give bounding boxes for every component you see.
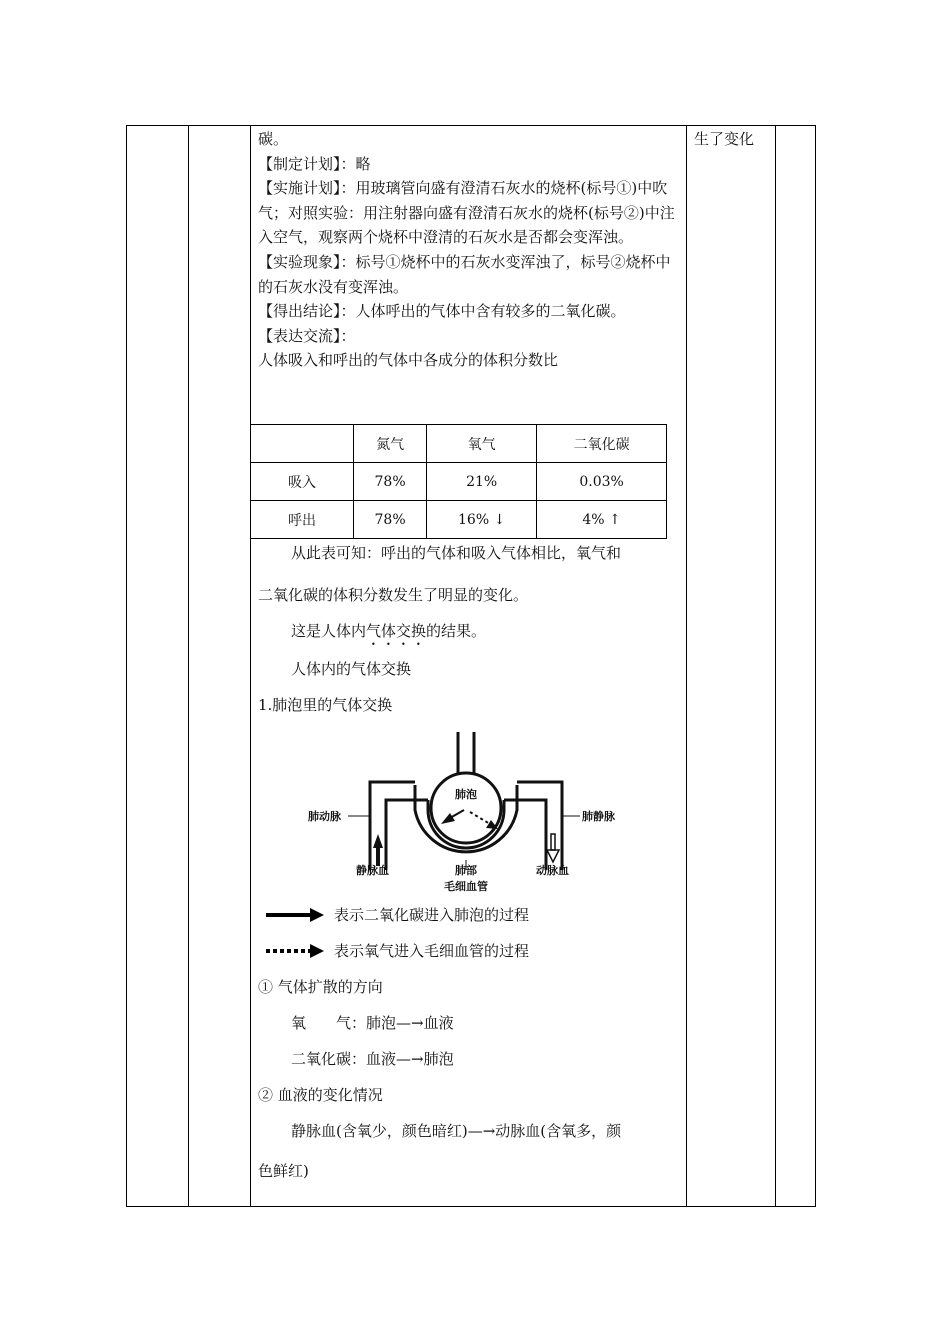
legend-dotted-text: 表示氧气进入毛细血管的过程 [334,942,530,960]
column-divider [686,126,687,1206]
conclusion-line-2: 二氧化碳的体积分数发生了明显的变化。 [258,586,529,604]
table-cell: 16% ↓ [427,501,537,539]
blood-change-title: ② 血液的变化情况 [258,1086,383,1104]
table-header: 氮气 [354,425,427,463]
venous-flow-arrow [373,834,383,848]
line-expression: 【表达交流】： [258,326,356,345]
table-header: 氧气 [427,425,537,463]
column-divider [250,126,251,1206]
oxygen-arrow [470,812,490,824]
blood-change-line-2: 色鲜红) [258,1162,309,1180]
result-line [291,620,486,649]
column-divider [775,126,776,1206]
line-phenomenon: 【实验现象】：标号①烧杯中的石灰水变浑浊了，标号②烧杯中的石灰水没有变浑浊。 [258,252,671,296]
main-content [258,127,678,373]
legend-solid [264,904,529,925]
line-implementation: 【实施计划】：用玻璃管向盛有澄清石灰水的烧杯(标号①)中吹气；对照实验：用注射器向盛有澄清石灰水的烧杯(标号②)中注入空气，观察两个烧杯中澄清的石灰水是否都会变浑浊。 [258,179,675,247]
table-cell: 吸入 [251,463,354,501]
table-row [251,501,667,539]
result-emphasis: 气体交换 [366,622,427,640]
dotted-arrow-icon [264,943,326,959]
line-carbon: 碳。 [258,130,289,148]
alveolus-gas-exchange-diagram [300,730,630,900]
label-venous-blood: 静脉血 [356,864,389,877]
gas-composition-table [250,424,667,539]
column-divider [188,126,189,1206]
label-capillary-2: 毛细血管 [444,880,488,893]
table-row [251,463,667,501]
table-row [251,425,667,463]
arterial-flow-arrow [551,834,555,850]
line-plan: 【制定计划】：略 [258,154,371,173]
label-pulmonary-artery: 肺动脉 [308,810,341,823]
table-caption: 人体吸入和呼出的气体中各成分的体积分数比 [258,351,559,370]
diffusion-title: ① 气体扩散的方向 [258,978,383,996]
line-conclusion: 【得出结论】：人体呼出的气体中含有较多的二氧化碳。 [258,302,626,321]
label-capillary-1: 肺部 [455,864,477,877]
table-cell: 0.03% [537,463,667,501]
co2-direction: 二氧化碳：血液—→肺泡 [291,1050,454,1068]
table-cell: 78% [354,501,427,539]
result-prefix: 这是人体内 [291,622,367,640]
subsection-title: 1.肺泡里的气体交换 [258,696,393,714]
label-pulmonary-vein: 肺静脉 [582,810,615,823]
section-title: 人体内的气体交换 [291,660,412,678]
blood-change-line-1: 静脉血(含氧少，颜色暗红)—→动脉血(含氧多，颜 [291,1122,622,1140]
table-cell: 78% [354,463,427,501]
oxygen-direction: 氧 气：肺泡—→血液 [291,1014,454,1032]
result-suffix: 的结果。 [426,622,487,640]
table-cell: 呼出 [251,501,354,539]
legend-solid-text: 表示二氧化碳进入肺泡的过程 [334,906,530,924]
label-arterial-blood: 动脉血 [536,864,569,877]
label-alveolus: 肺泡 [455,788,477,801]
table-cell: 21% [427,463,537,501]
table-cell [251,425,354,463]
solid-arrow-icon [264,907,326,923]
table-header: 二氧化碳 [537,425,667,463]
legend-dotted [264,940,529,961]
conclusion-line-1: 从此表可知：呼出的气体和吸入气体相比，氧气和 [291,544,622,562]
side-note: 生了变化 [694,130,755,148]
table-cell: 4% ↑ [537,501,667,539]
